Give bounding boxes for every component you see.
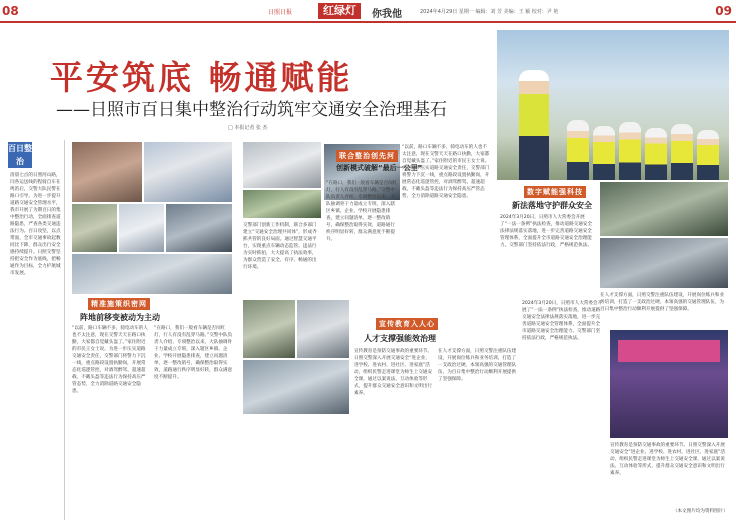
sidebar-text: 清晨七点的日照河山路，闫各运送线的程骑自车在鸣笛后，交警大队民警在路口引导。为进一步提升道路交通安全管理水平，我市开展了为期百日的集中整治行动，全面排查道路隐患，严查各类交通违法行为。百日攻坚，以点带面，全市交通事故起数同比下降，群众出行安全感持续提升。日照交警坚持把安全作为底线，把畅通作为目标，全力护航城市发展。 <box>10 173 61 276</box>
column-divider <box>64 140 65 520</box>
photo-officers-street <box>600 182 728 236</box>
section-sub-1: 阵地前移变被动为主动 <box>80 313 160 322</box>
article-column-6: 在人才支撑方面，日照交警注重队伍建设，开展岗位练兵和业务培训，打造了一支政治过硬、本领高强的交通管理队伍，为百日集中整治行动顺利开展提供了坚强保障。 <box>438 349 517 382</box>
traffic-police-figure <box>519 70 549 180</box>
masthead <box>0 0 736 22</box>
photo-street-scene <box>119 204 164 252</box>
section-sub-3: 新法落地守护群众安全 <box>512 201 592 210</box>
article-column-3: 交警部门创新工作机制，联合多部门建立“交通安全治理共同体”，形成齐抓共管的良好局面。通过智慧交通平台，实现重点车辆动态监管、违法行为实时抓拍，大大提高了执法效率，为群众营造了安全、有序、畅通的出行环境。 <box>243 223 317 270</box>
right-page-number: 09 <box>715 4 732 18</box>
article-column-9: 宣传教育是预防交通事故的重要环节。日照交警深入开展交通安全“进企业、进学校、进农村、进社区、进家庭”活动，组织民警走进课堂为师生上交通安全课，通过以案说法、互动体验等形式，提升群众交通安全意识和文明出行素养。 <box>610 443 726 476</box>
child-figure <box>567 120 589 180</box>
photo-school-visit <box>243 300 295 358</box>
child-figure <box>619 122 641 180</box>
photo-vehicle-inspection <box>72 254 232 294</box>
main-headline: 平安筑底 畅通赋能 <box>50 58 353 97</box>
section-title-1: 精准施策织密网 <box>88 298 150 310</box>
column-badge: 红绿灯 <box>318 3 361 19</box>
child-figure <box>593 126 615 180</box>
photo-roadside-check <box>72 204 117 252</box>
photo-night-check <box>166 204 232 252</box>
sidebar-tag: 百日整治 <box>8 144 32 166</box>
issue-meta: 2024年4月29日 星期一 编辑：刘 芳 美编：王 颖 校对：尹 艳 <box>420 9 559 15</box>
article-column-3b: “在路口，我们一般看车辆是否闯红灯，行人有没有乱穿马路。”交警中队负责人介绍，专项整治以来，大队抽调骨干力量成立专班，深入辖区乡镇、企业、学校开展隐患排查，建立问题清单，逐一整改销号，确保整治取得实效，道路通行秩序明显好转，群众满意度不断提升。 <box>326 181 398 242</box>
article-column-2: “在路口，我们一般看车辆是否闯红灯，行人有没有乱穿马路。”交警中队负责人介绍，专项整治以来，大队抽调骨干力量成立专班，深入辖区乡镇、企业、学校开展隐患排查，建立问题清单，逐一整改销号，确保整治取得实效，道路通行秩序明显好转，群众满意度不断提升。 <box>154 326 233 380</box>
photo-road-patrol <box>243 190 321 218</box>
article-column-4: 2024年3月20日，日照市人大常委会开展了“一法一条例”执法检查，推动道路交通安全法律法规落实落地，进一步完善道路交通安全管理体系，全面提升全市道路交通安全治理能力。交警部门坚持依法行政，严格规范执法。 <box>500 215 593 248</box>
section-title-4: 宣传教育入人心 <box>376 318 438 330</box>
section-sub-4: 人才支撑强能效治理 <box>364 334 436 343</box>
photo-officers-outdoor <box>144 142 232 202</box>
photo-car-inspection <box>243 142 321 188</box>
article-column-7: 2024年3月20日，日照市人大常委会开展了“一法一条例”执法检查，推动道路交通安全法律法规落实落地，进一步完善道路交通安全管理体系，全面提升全市道路交通安全治理能力。交警部门坚持依法行政，严格规范执法。 <box>522 301 603 341</box>
photo-officer-with-public <box>72 142 142 202</box>
section-sub-2: 创新模式破解“最后一公里” <box>336 164 423 172</box>
photo-traffic-control <box>600 238 728 288</box>
hero-photo-traffic-police-with-children <box>497 30 729 180</box>
article-column-5: 宣传教育是预防交通事故的重要环节。日照交警深入开展交通安全“进企业、进学校、进农村、进社区、进家庭”活动，组织民警走进课堂为师生上交通安全课，通过以案说法、互动体验等形式，提升群众交通安全意识和文明出行素养。 <box>354 349 433 396</box>
byline: □ 本报记者 张 杰 <box>228 125 268 131</box>
section-title-2: 联合整治创先河 <box>336 150 398 162</box>
photo-roadside-checkpoint <box>243 360 349 414</box>
child-figure <box>697 130 719 180</box>
stage-banner <box>618 340 720 362</box>
masthead-rule <box>0 21 736 23</box>
left-page-number: 08 <box>2 4 19 18</box>
article-column-8: 在人才支撑方面，日照交警注重队伍建设，开展岗位练兵和业务培训，打造了一支政治过硬、本领高强的交通管理队伍，为百日集中整治行动顺利开展提供了坚强保障。 <box>600 293 725 312</box>
article-column-1: “以前，路口车辆不多，骑电动车的人也不太注意，现在交警天天在路口执勤，大家都自觉戴头盔了。”家住附近的市民王女士说。为进一步压实道路交通安全责任，交警部门将警力下沉一线，重点路段设置执勤岗，开展常态化巡逻管控，对酒驾醉驾、超速超载、不戴头盔等违法行为保持高压严管态势，全力消除道路交通安全隐患。 <box>72 326 148 394</box>
child-figure <box>671 124 693 180</box>
section-title-3: 数字赋能强科技 <box>524 186 586 198</box>
sub-headline: ——日照市百日集中整治行动筑牢交通安全治理基石 <box>56 100 447 120</box>
column-sub: 你我他 <box>372 9 402 20</box>
photo-stage-performance <box>610 330 728 438</box>
child-figure <box>645 128 667 180</box>
photo-community-talk <box>297 300 349 358</box>
photo-note: （本文图片均为资料图片） <box>672 509 728 514</box>
paper-name: 日照日报 <box>268 9 293 16</box>
article-column-3c: “以前，路口车辆不多，骑电动车的人也不太注意，现在交警天天在路口执勤，大家都自觉戴头盔了。”家住附近的市民王女士说。为进一步压实道路交通安全责任，交警部门将警力下沉一线，重点路段设置执勤岗，开展常态化巡逻管控，对酒驾醉驾、超速超载、不戴头盔等违法行为保持高压严管态势，全力消除道路交通安全隐患。 <box>402 145 490 199</box>
